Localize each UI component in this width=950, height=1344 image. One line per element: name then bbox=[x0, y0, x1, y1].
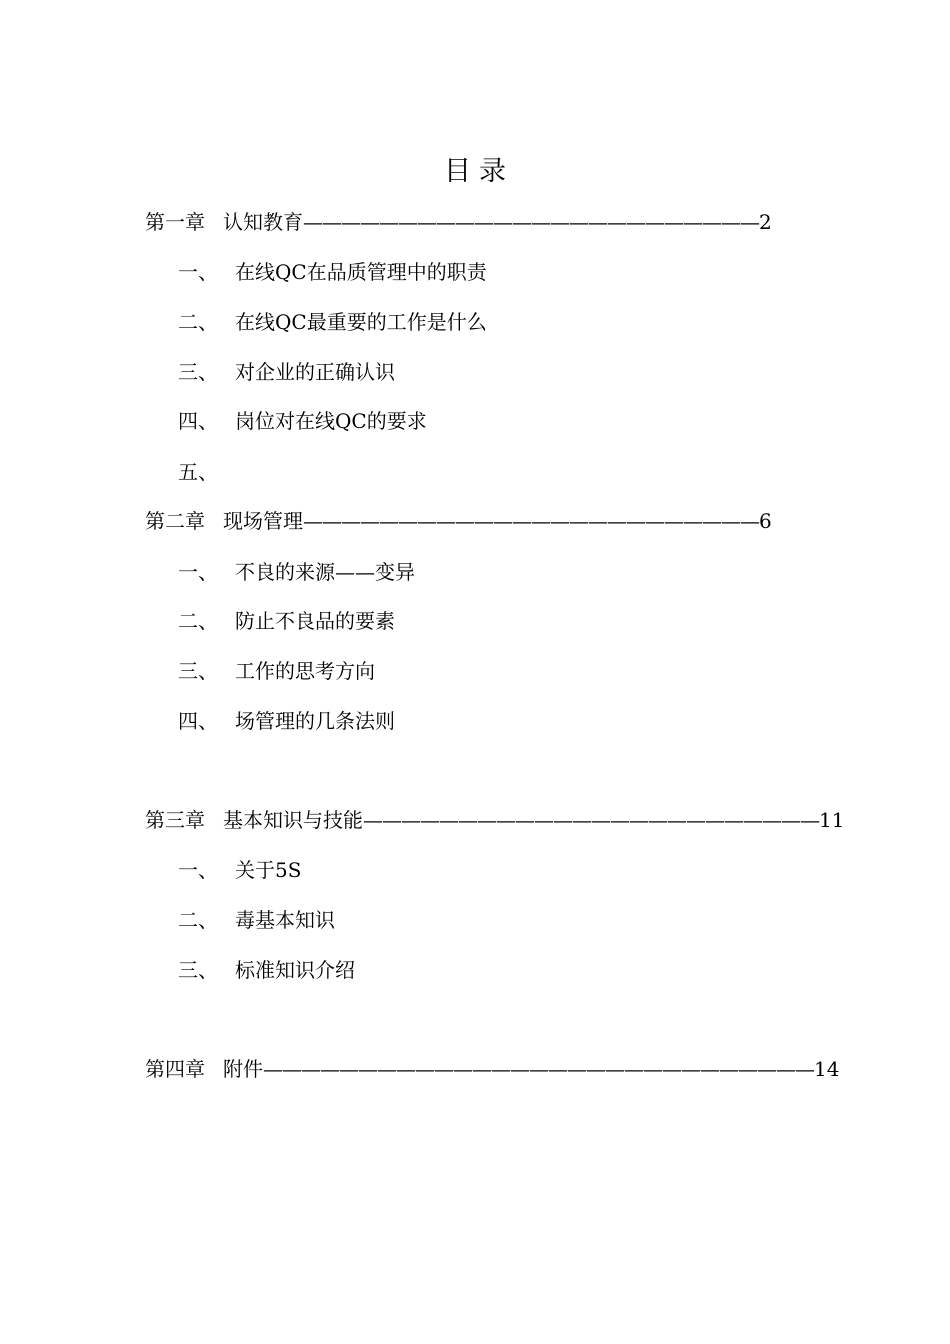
chapter-number: 第三章 bbox=[145, 808, 205, 832]
item-text: 岗位对在线QC的要求 bbox=[235, 409, 427, 433]
toc-item[interactable] bbox=[178, 457, 235, 487]
toc-item[interactable] bbox=[178, 557, 415, 587]
toc-item[interactable] bbox=[178, 606, 395, 636]
leader-dashes: ———————————————————————— bbox=[363, 808, 819, 832]
toc-title: 目录 bbox=[444, 156, 514, 187]
item-number: 四、 bbox=[178, 709, 218, 733]
toc-chapter-4[interactable] bbox=[145, 1054, 839, 1084]
toc-item[interactable] bbox=[178, 905, 335, 935]
item-number: 二、 bbox=[178, 609, 218, 633]
chapter-page-number: 14 bbox=[814, 1057, 840, 1081]
item-text: 工作的思考方向 bbox=[235, 659, 375, 683]
item-number: 三、 bbox=[178, 659, 218, 683]
toc-chapter-3[interactable] bbox=[145, 805, 844, 835]
chapter-title: 现场管理 bbox=[223, 509, 303, 533]
chapter-page-number: 11 bbox=[819, 808, 845, 832]
chapter-title: 认知教育 bbox=[223, 210, 303, 234]
toc-item[interactable] bbox=[178, 406, 427, 436]
item-text: 标准知识介绍 bbox=[235, 958, 355, 982]
leader-dashes: ———————————————————————— bbox=[303, 210, 759, 234]
item-text: 在线QC最重要的工作是什么 bbox=[235, 310, 487, 334]
item-number: 二、 bbox=[178, 908, 218, 932]
item-number: 五、 bbox=[178, 460, 218, 484]
item-text: 不良的来源——变异 bbox=[235, 560, 415, 584]
item-number: 一、 bbox=[178, 858, 218, 882]
toc-chapter-1[interactable] bbox=[145, 207, 772, 237]
toc-item[interactable] bbox=[178, 656, 375, 686]
chapter-title: 附件 bbox=[223, 1057, 263, 1081]
chapter-number: 第四章 bbox=[145, 1057, 205, 1081]
item-text: 防止不良品的要素 bbox=[235, 609, 395, 633]
toc-item[interactable] bbox=[178, 307, 487, 337]
toc-item[interactable] bbox=[178, 357, 395, 387]
item-text: 在线QC在品质管理中的职责 bbox=[235, 260, 487, 284]
chapter-page-number: 6 bbox=[759, 509, 772, 533]
leader-dashes: ————————————————————————————— bbox=[263, 1057, 814, 1081]
chapter-page-number: 2 bbox=[759, 210, 772, 234]
item-number: 一、 bbox=[178, 260, 218, 284]
toc-item[interactable] bbox=[178, 955, 355, 985]
item-number: 三、 bbox=[178, 360, 218, 384]
item-number: 一、 bbox=[178, 560, 218, 584]
item-text: 关于5S bbox=[235, 858, 302, 882]
item-number: 二、 bbox=[178, 310, 218, 334]
toc-chapter-2[interactable] bbox=[145, 506, 772, 536]
leader-dashes: ———————————————————————— bbox=[303, 509, 759, 533]
item-text: 对企业的正确认识 bbox=[235, 360, 395, 384]
toc-item[interactable] bbox=[178, 257, 487, 287]
item-text: 场管理的几条法则 bbox=[235, 709, 395, 733]
toc-item[interactable] bbox=[178, 706, 395, 736]
toc-item[interactable] bbox=[178, 855, 301, 885]
item-number: 四、 bbox=[178, 409, 218, 433]
item-text: 毒基本知识 bbox=[235, 908, 335, 932]
chapter-number: 第二章 bbox=[145, 509, 205, 533]
chapter-title: 基本知识与技能 bbox=[223, 808, 363, 832]
item-number: 三、 bbox=[178, 958, 218, 982]
chapter-number: 第一章 bbox=[145, 210, 205, 234]
